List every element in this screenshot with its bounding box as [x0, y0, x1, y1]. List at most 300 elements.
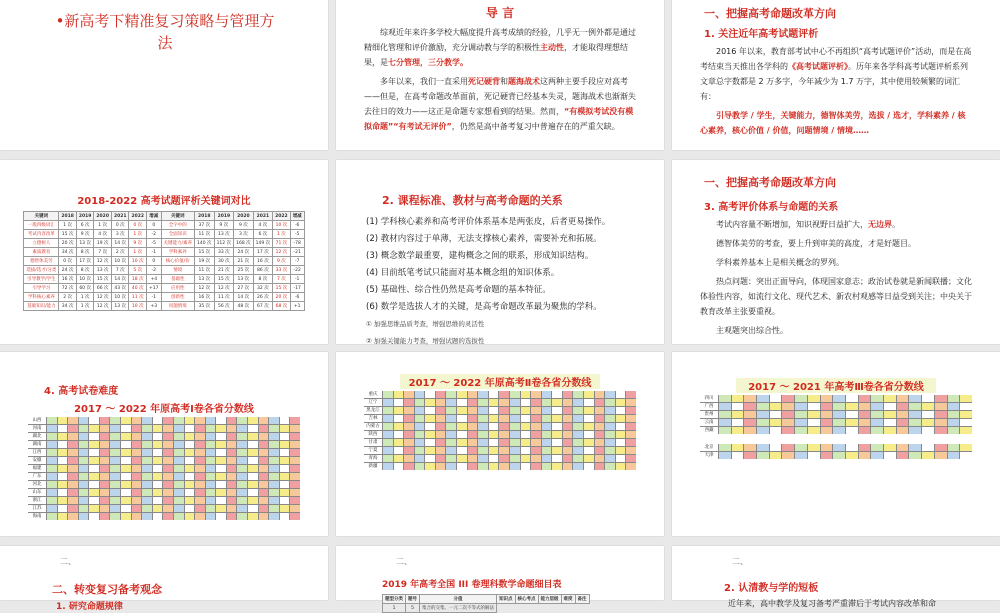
score-cell — [110, 481, 120, 488]
score-cell — [394, 439, 404, 446]
score-cell — [960, 452, 972, 459]
score-cell — [436, 439, 446, 446]
table-cell: 67 次 — [253, 302, 273, 311]
score-cell — [552, 439, 562, 446]
slide-1-thumbnail[interactable] — [0, 0, 328, 150]
table-cell: -1 — [290, 275, 304, 284]
score-cell — [174, 513, 184, 520]
table-cell: 0 次 — [111, 221, 129, 230]
score-cell — [110, 417, 120, 424]
table-cell: 1 次 — [76, 302, 94, 311]
score-cell — [68, 425, 78, 432]
table-cell: 集合的交集、一元二次不等式的解法 — [420, 604, 497, 613]
score-cell — [237, 513, 247, 520]
score-cell — [859, 395, 871, 402]
slide-10-subtitle: 1. 研究命题规律 — [56, 602, 123, 612]
slide-11-title: 2019 年高考全国 III 卷理科数学命题细目表 — [382, 580, 562, 590]
score-cell — [425, 399, 435, 406]
table-cell: 全面知识 — [161, 230, 195, 239]
score-cell — [185, 481, 195, 488]
score-cell — [415, 431, 425, 438]
table-cell: 16 次 — [195, 293, 215, 302]
list-item: (3) 概念数学最重要，建构概念之间的联系，形成知识结构。 — [366, 251, 594, 261]
score-cell — [68, 481, 78, 488]
score-cell — [489, 391, 499, 398]
score-cell — [110, 425, 120, 432]
slide-11-fragment: 二、 — [396, 557, 412, 566]
province-label: 河北 — [28, 481, 46, 488]
table-cell: 14 次 — [234, 293, 254, 302]
score-cell — [542, 391, 552, 398]
score-cell — [132, 417, 142, 424]
score-cell — [237, 425, 247, 432]
score-cell — [206, 433, 216, 440]
slide-4-thumbnail[interactable] — [0, 160, 328, 344]
score-cell — [436, 407, 446, 414]
score-cell — [394, 399, 404, 406]
table-cell: 149 次 — [253, 239, 273, 248]
score-cell — [89, 505, 99, 512]
score-cell — [457, 447, 467, 454]
table-cell: 14 次 — [111, 239, 129, 248]
text: 。历年来各学科高考试题评析系列文章总字数都是 2 万多字，今年减少为 1.7 万字，其中使用较频繁的词汇有： — [700, 62, 968, 101]
table-cell: 15 次 — [273, 284, 291, 293]
score-cell — [394, 463, 404, 470]
score-cell — [552, 399, 562, 406]
table-cell: 34 次 — [59, 302, 77, 311]
score-cell — [510, 415, 520, 422]
score-cell — [563, 463, 573, 470]
score-cell — [206, 513, 216, 520]
score-cell — [795, 403, 807, 410]
score-cell — [871, 411, 883, 418]
score-cell — [457, 439, 467, 446]
score-cell — [948, 444, 960, 451]
score-cell — [909, 395, 921, 402]
score-cell — [846, 403, 858, 410]
score-cell — [259, 457, 269, 464]
score-cell — [79, 505, 89, 512]
score-cell — [573, 455, 583, 462]
score-cell — [227, 481, 237, 488]
score-cell — [153, 441, 163, 448]
score-cell — [595, 455, 605, 462]
score-cell — [521, 455, 531, 462]
score-cell — [457, 463, 467, 470]
score-cell — [290, 497, 300, 504]
score-cell — [821, 419, 833, 426]
table-cell: 14 次 — [111, 275, 129, 284]
slide-2-thumbnail[interactable] — [336, 0, 664, 150]
list-item: (6) 数学是选拔人才的关键，是高考命题改革最为聚焦的学科。 — [366, 302, 602, 312]
score-cell — [510, 391, 520, 398]
score-cell — [163, 505, 173, 512]
score-cell — [846, 444, 858, 451]
score-cell — [404, 415, 414, 422]
table-header-cell: 备注 — [575, 595, 589, 604]
score-cell — [478, 407, 488, 414]
score-cell — [521, 415, 531, 422]
table-header-cell: 2020 — [94, 212, 112, 221]
slide-3-thumbnail[interactable] — [672, 0, 1000, 150]
table-cell: 15 次 — [195, 248, 215, 257]
score-cell — [79, 489, 89, 496]
score-cell — [248, 497, 258, 504]
score-cell — [206, 449, 216, 456]
score-cell — [757, 403, 769, 410]
slide-10-thumbnail[interactable] — [0, 546, 328, 612]
title-line-1: •新高考下精准复习策略与管理方 — [55, 12, 275, 30]
score-cell — [259, 497, 269, 504]
province-label: 北京 — [700, 444, 718, 451]
score-cell — [100, 449, 110, 456]
score-cell — [383, 399, 393, 406]
score-cell — [732, 411, 744, 418]
score-cell — [153, 505, 163, 512]
highlight: 主动性 — [540, 43, 564, 52]
score-cell — [605, 391, 615, 398]
score-cell — [859, 427, 871, 434]
table-cell: 8 次 — [76, 248, 94, 257]
score-cell — [216, 489, 226, 496]
score-cell — [58, 497, 68, 504]
score-cell — [770, 395, 782, 402]
score-cell — [478, 431, 488, 438]
score-cell — [510, 407, 520, 414]
score-cell — [795, 444, 807, 451]
score-cell — [79, 481, 89, 488]
score-cell — [489, 447, 499, 454]
table-cell: 13 次 — [111, 302, 129, 311]
score-cell — [795, 452, 807, 459]
slide-7-subtitle: 4. 高考试卷难度 — [44, 386, 119, 397]
table-cell: 60 次 — [76, 284, 94, 293]
score-cell — [163, 425, 173, 432]
score-cell — [425, 463, 435, 470]
score-cell — [436, 415, 446, 422]
score-cell — [626, 439, 636, 446]
slide-2-paragraph-1 — [364, 25, 636, 70]
score-cell — [383, 391, 393, 398]
slide-7-thumbnail[interactable] — [0, 352, 328, 536]
score-cell — [89, 449, 99, 456]
score-cell — [457, 431, 467, 438]
score-cell — [605, 407, 615, 414]
score-cell — [436, 399, 446, 406]
highlight: 题海战术 — [508, 77, 540, 86]
score-cell — [782, 403, 794, 410]
score-cell — [821, 444, 833, 451]
province-label: 安徽 — [28, 457, 46, 464]
score-cell — [846, 395, 858, 402]
highlight: 死记硬背 — [468, 77, 500, 86]
score-cell — [595, 447, 605, 454]
score-cell — [542, 439, 552, 446]
score-cell — [563, 391, 573, 398]
score-cell — [510, 463, 520, 470]
slide-8-thumbnail[interactable] — [336, 352, 664, 536]
score-cell — [269, 481, 279, 488]
table-cell: 17 次 — [253, 248, 273, 257]
score-cell — [404, 423, 414, 430]
score-cell — [280, 457, 290, 464]
score-cell — [121, 441, 131, 448]
table-header-cell: 2019 — [214, 212, 234, 221]
score-cell — [174, 465, 184, 472]
score-cell — [584, 391, 594, 398]
score-cell — [153, 449, 163, 456]
score-cell — [542, 463, 552, 470]
score-cell — [935, 403, 947, 410]
score-cell — [425, 391, 435, 398]
score-cell — [100, 505, 110, 512]
score-cell — [744, 403, 756, 410]
score-cell — [132, 505, 142, 512]
score-cell — [280, 449, 290, 456]
score-cell — [468, 431, 478, 438]
score-cell — [383, 439, 393, 446]
score-grid-3 — [700, 395, 972, 434]
score-cell — [248, 489, 258, 496]
score-cell — [595, 439, 605, 446]
score-cell — [47, 417, 57, 424]
slide-3-subtitle: 1. 关注近年高考试题评析 — [704, 29, 819, 40]
score-cell — [446, 447, 456, 454]
score-cell — [909, 427, 921, 434]
score-cell — [531, 439, 541, 446]
score-cell — [935, 427, 947, 434]
score-cell — [206, 481, 216, 488]
slide-6-paragraph-5: 主观题突出综合性。 — [716, 326, 788, 335]
score-cell — [616, 431, 626, 438]
score-cell — [563, 439, 573, 446]
score-cell — [248, 505, 258, 512]
table-cell: 10 次 — [76, 275, 94, 284]
score-cell — [446, 415, 456, 422]
score-cell — [174, 473, 184, 480]
score-cell — [468, 391, 478, 398]
score-cell — [960, 411, 972, 418]
score-cell — [510, 455, 520, 462]
score-cell — [833, 395, 845, 402]
score-cell — [280, 465, 290, 472]
score-cell — [227, 465, 237, 472]
score-cell — [68, 449, 78, 456]
score-cell — [436, 391, 446, 398]
score-cell — [216, 465, 226, 472]
score-cell — [195, 441, 205, 448]
table-cell: 核心价值/价 — [161, 257, 195, 266]
table-cell: 72 次 — [59, 284, 77, 293]
score-cell — [185, 505, 195, 512]
score-cell — [89, 513, 99, 520]
score-cell — [100, 457, 110, 464]
score-cell — [922, 427, 934, 434]
score-cell — [584, 455, 594, 462]
score-cell — [821, 403, 833, 410]
province-label: 青海 — [364, 455, 382, 462]
score-cell — [415, 407, 425, 414]
score-cell — [719, 419, 731, 426]
table-header-cell: 2019 — [76, 212, 94, 221]
table-cell: 一般四级词汇 — [24, 221, 59, 230]
score-cell — [280, 497, 290, 504]
score-cell — [922, 444, 934, 451]
score-cell — [58, 433, 68, 440]
table-row — [24, 302, 304, 311]
score-cell — [206, 425, 216, 432]
slide-6-subtitle: 3. 高考评价体系与命题的关系 — [704, 202, 839, 213]
score-cell — [626, 455, 636, 462]
score-cell — [573, 407, 583, 414]
score-cell — [457, 391, 467, 398]
table-row — [24, 248, 304, 257]
score-cell — [195, 513, 205, 520]
score-cell — [948, 395, 960, 402]
score-cell — [269, 425, 279, 432]
table-row — [24, 257, 304, 266]
slide-9-thumbnail[interactable] — [672, 352, 1000, 536]
table-cell: 34 次 — [59, 248, 77, 257]
score-cell — [394, 455, 404, 462]
score-cell — [404, 455, 414, 462]
score-cell — [248, 417, 258, 424]
table-cell: 1 次 — [129, 230, 147, 239]
table-cell: -21 — [290, 248, 304, 257]
score-cell — [552, 431, 562, 438]
score-cell — [948, 411, 960, 418]
score-cell — [542, 399, 552, 406]
table-cell: 2 次 — [111, 248, 129, 257]
title-line-2: 法 — [157, 34, 173, 52]
score-cell — [237, 465, 247, 472]
score-cell — [468, 455, 478, 462]
score-cell — [79, 441, 89, 448]
table-cell: 9 次 — [129, 239, 147, 248]
score-cell — [142, 449, 152, 456]
table-cell: 0 — [147, 221, 162, 230]
score-cell — [280, 417, 290, 424]
score-cell — [58, 473, 68, 480]
score-cell — [290, 465, 300, 472]
table-header-cell: 关键词 — [161, 212, 195, 221]
score-cell — [499, 415, 509, 422]
score-cell — [425, 455, 435, 462]
table-header-cell: 2021 — [111, 212, 129, 221]
table-cell: -6 — [290, 221, 304, 230]
table-cell: 基础性 — [161, 275, 195, 284]
score-cell — [121, 433, 131, 440]
score-cell — [153, 457, 163, 464]
score-cell — [100, 417, 110, 424]
score-cell — [595, 399, 605, 406]
score-cell — [110, 465, 120, 472]
list-item: (4) 目前纸笔考试只能面对基本概念组的知识体系。 — [366, 268, 560, 278]
score-cell — [100, 489, 110, 496]
score-cell — [280, 505, 290, 512]
slide-5-thumbnail[interactable] — [336, 160, 664, 344]
table-cell: 12 次 — [94, 257, 112, 266]
list-item: (1) 学科核心素养和高考评价体系基本是两张皮，后者更易操作。 — [366, 217, 611, 227]
score-cell — [290, 457, 300, 464]
score-cell — [446, 455, 456, 462]
table-cell: 基础知识/能力 — [24, 302, 59, 311]
score-cell — [897, 403, 909, 410]
table-cell: 4 次 — [253, 221, 273, 230]
score-cell — [605, 423, 615, 430]
score-cell — [719, 444, 731, 451]
score-cell — [531, 399, 541, 406]
table-cell: 学科核心素养 — [24, 293, 59, 302]
score-cell — [404, 407, 414, 414]
score-cell — [259, 473, 269, 480]
score-cell — [259, 489, 269, 496]
slide-12-thumbnail[interactable] — [672, 546, 1000, 608]
score-cell — [174, 449, 184, 456]
score-cell — [770, 419, 782, 426]
text: 多年以来，我们一直采用 — [380, 77, 468, 86]
score-cell — [216, 425, 226, 432]
score-cell — [552, 407, 562, 414]
text: 综观近年来许多学校大幅度提升高考成绩的经验，几乎无一例外都是通过精细化管理和评价激励，充分调动教与学的积极性 — [364, 28, 636, 52]
score-cell — [757, 419, 769, 426]
score-cell — [185, 497, 195, 504]
score-cell — [719, 427, 731, 434]
score-cell — [195, 417, 205, 424]
score-cell — [153, 425, 163, 432]
score-cell — [770, 427, 782, 434]
score-cell — [142, 489, 152, 496]
score-cell — [446, 399, 456, 406]
score-cell — [132, 489, 142, 496]
score-cell — [960, 395, 972, 402]
score-cell — [269, 489, 279, 496]
text: 。 — [892, 220, 900, 229]
score-cell — [227, 441, 237, 448]
score-cell — [89, 465, 99, 472]
score-cell — [542, 455, 552, 462]
score-cell — [153, 481, 163, 488]
score-cell — [744, 427, 756, 434]
score-cell — [132, 481, 142, 488]
score-cell — [237, 433, 247, 440]
score-cell — [68, 441, 78, 448]
province-label: 天津 — [700, 452, 718, 459]
score-cell — [47, 441, 57, 448]
table-cell: 16 次 — [59, 275, 77, 284]
score-cell — [552, 423, 562, 430]
score-cell — [573, 439, 583, 446]
table-cell: 12 次 — [94, 293, 112, 302]
score-cell — [595, 463, 605, 470]
score-cell — [563, 415, 573, 422]
slide-11-thumbnail[interactable] — [336, 546, 664, 611]
slide-6-thumbnail[interactable] — [672, 160, 1000, 344]
score-cell — [499, 423, 509, 430]
score-cell — [744, 444, 756, 451]
score-cell — [542, 423, 552, 430]
score-cell — [948, 403, 960, 410]
score-cell — [732, 427, 744, 434]
score-cell — [922, 403, 934, 410]
table-cell: 25 次 — [234, 266, 254, 275]
score-cell — [110, 505, 120, 512]
score-cell — [732, 452, 744, 459]
score-cell — [142, 417, 152, 424]
score-cell — [163, 457, 173, 464]
score-cell — [153, 465, 163, 472]
score-cell — [121, 489, 131, 496]
